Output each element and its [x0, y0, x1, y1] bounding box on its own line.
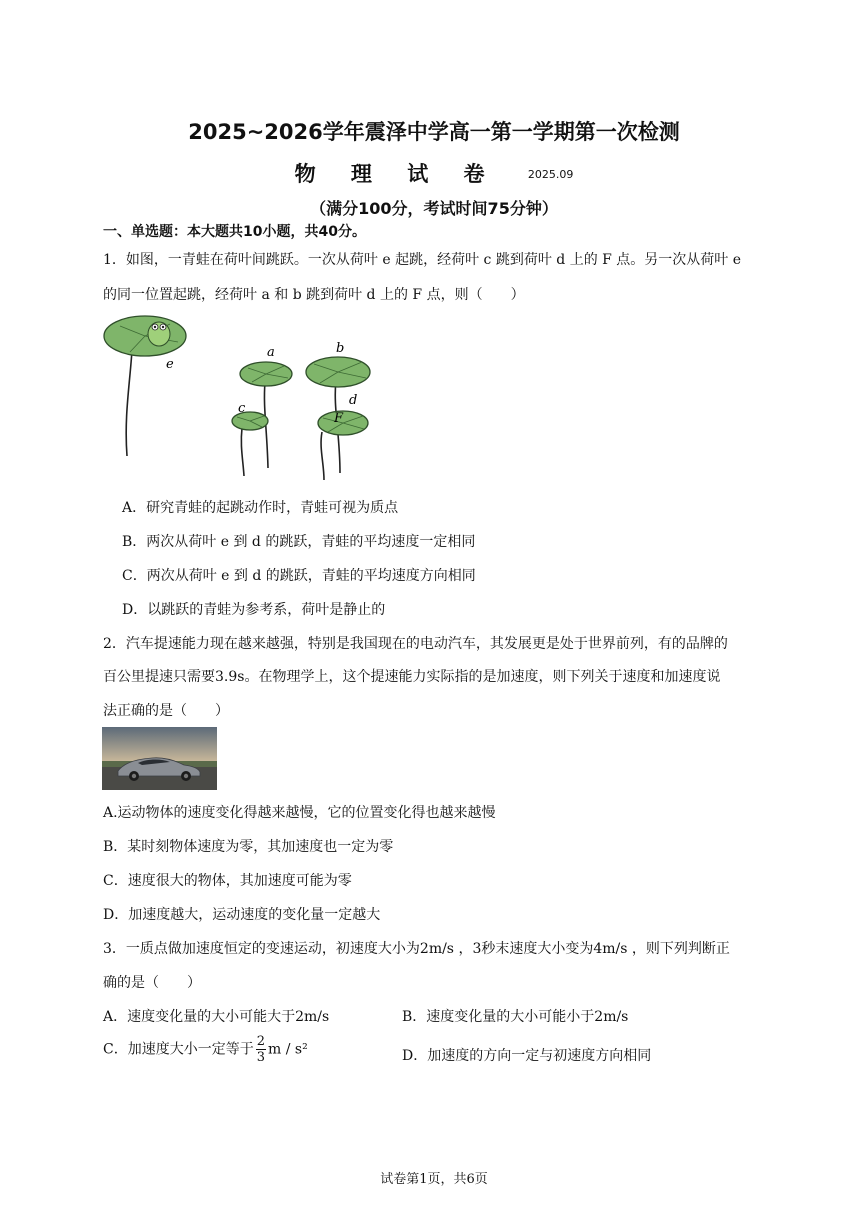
section-heading: 一、单选题：本大题共10小题，共40分。: [103, 224, 366, 240]
q2-stem-line3: 法正确的是（ ）: [103, 703, 229, 719]
q1-option-d: D．以跳跃的青蛙为参考系，荷叶是静止的: [122, 602, 386, 618]
q2-option-a: A.运动物体的速度变化得越来越慢，它的位置变化得也越来越慢: [103, 805, 496, 821]
q1-option-c: C．两次从荷叶 e 到 d 的跳跃，青蛙的平均速度方向相同: [122, 568, 476, 584]
label-e: e: [166, 357, 174, 372]
subject-title: 物 理 试 卷: [294, 162, 499, 186]
q1-stem-line2: 的同一位置起跳，经荷叶 a 和 b 跳到荷叶 d 上的 F 点，则（ ）: [103, 287, 525, 303]
fraction-numerator: 2: [256, 1034, 265, 1049]
label-d: d: [349, 393, 358, 408]
q2-option-b: B．某时刻物体速度为零，其加速度也一定为零: [103, 839, 394, 855]
exam-date: 2025.09: [527, 168, 574, 181]
q3-option-c-text: C．加速度大小一定等于: [103, 1041, 254, 1058]
q1-option-a: A．研究青蛙的起跳动作时，青蛙可视为质点: [122, 500, 399, 516]
q3-stem-line2: 确的是（ ）: [103, 975, 201, 991]
q3-option-c-fraction: [256, 1034, 266, 1065]
q1-stem-line1: 1．如图，一青蛙在荷叶间跳跃。一次从荷叶 e 起跳，经荷叶 c 跳到荷叶 d 上的 F 点。另一次从荷叶 e: [103, 252, 742, 268]
q3-option-c-unit: m / s²: [268, 1041, 308, 1058]
exam-title: 2025~2026学年震泽中学高一第一学期第一次检测: [188, 120, 680, 144]
label-c: c: [238, 401, 246, 416]
exam-subtitle: [0, 158, 868, 188]
q2-option-d: D．加速度越大，运动速度的变化量一定越大: [103, 907, 381, 923]
q2-stem-line1: 2．汽车提速能力现在越来越强，特别是我国现在的电动汽车，其发展更是处于世界前列，有的品牌的: [103, 636, 728, 652]
exam-note: （满分100分，考试时间75分钟）: [310, 199, 558, 218]
q3-option-d: D．加速度的方向一定与初速度方向相同: [402, 1048, 652, 1064]
fraction-denominator: 3: [256, 1050, 265, 1065]
lily-pad-figure: [100, 308, 390, 483]
q2-stem-line2: 百公里提速只需要3.9s。在物理学上，这个提速能力实际指的是加速度，则下列关于速度和加速度说: [103, 669, 721, 685]
label-F: F: [334, 411, 344, 426]
page-footer: 试卷第1页，共6页: [380, 1172, 488, 1187]
label-b: b: [336, 341, 345, 356]
q2-option-c: C．速度很大的物体，其加速度可能为零: [103, 873, 352, 889]
q3-option-c: [103, 1034, 308, 1065]
q1-option-b: B．两次从荷叶 e 到 d 的跳跃，青蛙的平均速度一定相同: [122, 534, 476, 550]
q3-option-b: B．速度变化量的大小可能小于2m/s: [402, 1009, 629, 1025]
label-a: a: [267, 345, 275, 360]
electric-car-photo: [102, 727, 217, 790]
q3-stem-line1: 3．一质点做加速度恒定的变速运动，初速度大小为2m/s ，3秒末速度大小变为4m/s ，则下列判断正: [103, 941, 730, 957]
q3-option-a: A．速度变化量的大小可能大于2m/s: [103, 1009, 330, 1025]
